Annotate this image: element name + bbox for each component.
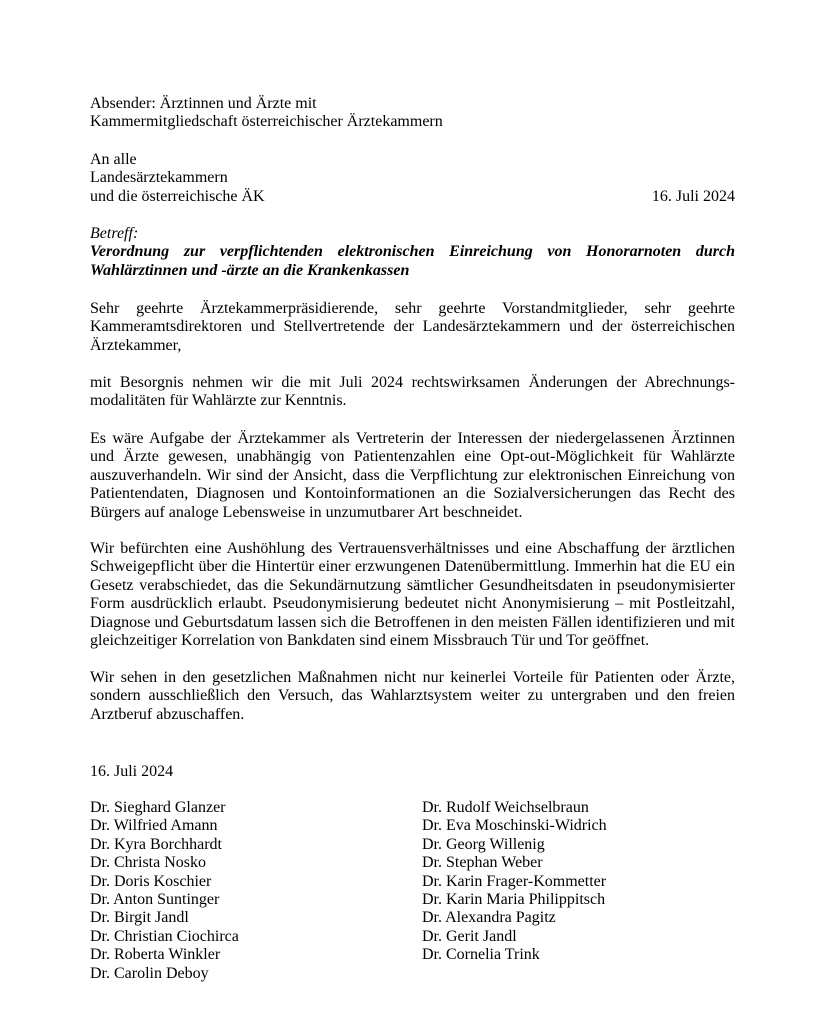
signatory-name: Dr. Rudolf Weichselbraun [422,799,589,816]
signatory-name: Dr. Roberta Winkler [90,946,221,964]
signatory-name: Dr. Christian Ciochirca [90,927,239,945]
sender-line-1: Absender: Ärztinnen und Ärzte mit [90,95,317,112]
signatory-name: Dr. Wilfried Amann [90,817,218,835]
paragraph-4: Wir sehen in den gesetzlichen Maßnahmen nicht nur keinerlei Vorteile für Patienten oder Ärzte, sondern ausschließlich den Versuch, das Wahlarztsystem weiter zu untergraben und den freien Arztberuf abzuschaffen. [90,669,735,723]
signatory-name: Dr. Cornelia Trink [422,946,540,964]
signatories [90,799,735,989]
paragraph-3: Wir befürchten eine Aushöhlung des Vertrauensverhältnisses und eine Abschaffung der ärztlichen Schweigepflicht über die Hintertür einer erzwungenen Datenübermittlung. Immerhin hat die EU ein Gesetz verabschiedet, das die Sekundärnutzung sämtlicher Gesundheitsdaten in pseudonymisierter Form ausdrücklich erlaubt. Pseudonymisierung bedeutet nicht Anonymisierung – mit Postleitzahl, Diagnose und Geburtsdatum lassen sich die Betroffenen in den meisten Fällen identifizieren und mit gleichzeitiger Korrelation von Bankdaten sind einem Missbrauch Tür und Tor geöffnet. [90,540,735,650]
signatory-name: Dr. Stephan Weber [422,854,543,872]
salutation: Sehr geehrte Ärztekammerpräsidierende, sehr geehrte Vorstandmitglieder, sehr geehrte Kammeramtsdirektoren und Stellvertretende der Landesärztekammern und der österreichischen Ärztekammer, [90,300,735,354]
paragraph-1: mit Besorgnis nehmen wir die mit Juli 2024 rechtswirksamen Änderungen der Abrechnungs-modalitäten für Wahlärzte zur Kenntnis. [90,374,735,410]
date-row [90,188,735,207]
subject-block [90,225,735,280]
signatories-left-column [90,799,239,983]
recipient-line-1: An alle [90,151,137,168]
signatory-name: Dr. Kyra Borchhardt [90,835,222,853]
signatory-name: Dr. Karin Maria Philippitsch [422,891,606,909]
signatory-name: Dr. Sieghard Glanzer [90,799,226,816]
letter-date: 16. Juli 2024 [651,188,735,205]
signatory-name: Dr. Christa Nosko [90,854,206,872]
subject-title: Verordnung zur verpflichtenden elektronischen Einreichung von Honorarnoten durch Wahlärztinnen und -ärzte an die Krankenkassen [90,243,735,279]
signatory-name: Dr. Anton Suntinger [90,891,220,909]
signatory-name: Dr. Alexandra Pagitz [422,909,556,927]
paragraph-2: Es wäre Aufgabe der Ärztekammer als Vertreterin der Interessen der niedergelassenen Ärztinnen und Ärzte gewesen, unabhängig von Patientenzahlen eine Opt-out-Möglichkeit für Wahlärzte auszuverhandeln. Wir sind der Ansicht, dass die Verpflichtung zur elektronischen Einreichung von Patientendaten, Diagnosen und Kontoinformationen an die Sozialversicherungen das Recht des Bürgers auf analoge Lebensweise in unzumutbarer Art beschneidet. [90,430,735,521]
signatory-name: Dr. Karin Frager-Kommetter [422,872,607,890]
subject-label: Betreff: [90,225,139,242]
signatory-name: Dr. Eva Moschinski-Widrich [422,817,607,835]
signatory-name: Dr. Birgit Jandl [90,909,189,927]
sender-line-2: Kammermitgliedschaft österreichischer Ärztekammern [90,113,443,131]
closing-date: 16. Juli 2024 [90,763,174,780]
recipient-line-2: Landesärztekammern [90,169,228,187]
signatories-right-column [422,799,607,965]
recipient-line-3: und die österreichische ÄK [90,187,265,205]
signatory-name: Dr. Doris Koschier [90,872,212,890]
signatory-name: Dr. Georg Willenig [422,835,545,853]
signatory-name: Dr. Carolin Deboy [90,964,209,982]
sender-block [90,95,735,132]
signatory-name: Dr. Gerit Jandl [422,927,517,945]
